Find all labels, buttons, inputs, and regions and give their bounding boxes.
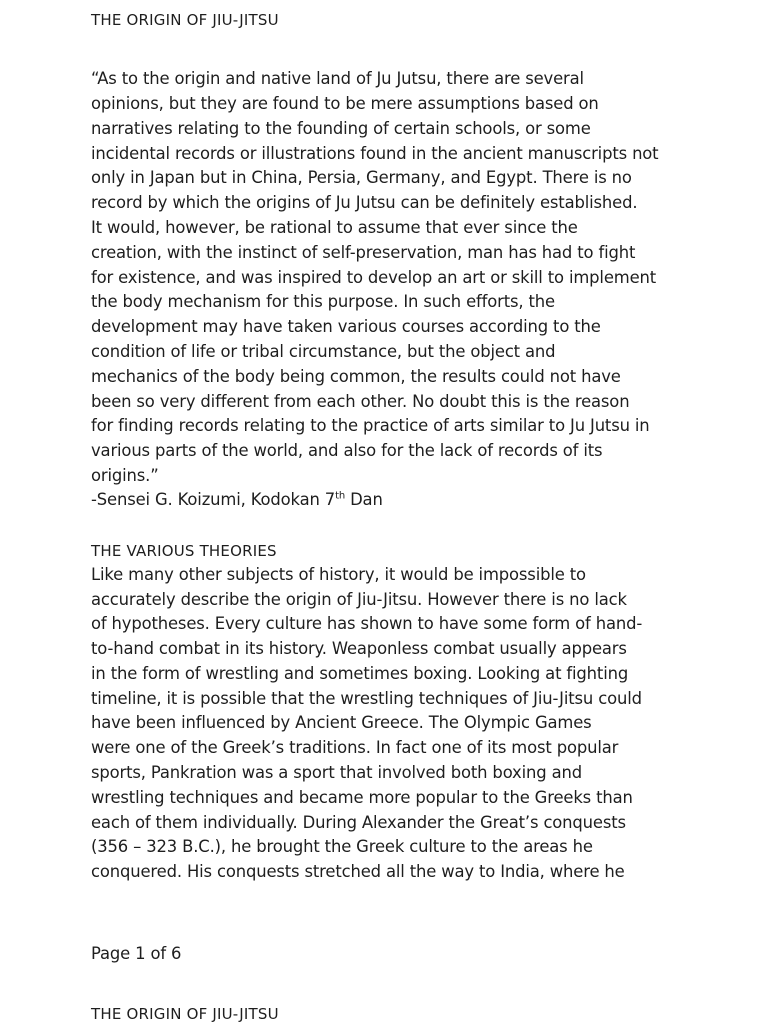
quote-line: opinions, but they are found to be mere assumptions based on [91, 94, 599, 113]
quote-line: only in Japan but in China, Persia, Germany, and Egypt. There is no [91, 168, 632, 187]
document-header: THE ORIGIN OF JIU-JITSU [91, 11, 279, 29]
attribution-rank: Dan [345, 490, 383, 509]
paragraph-line: of hypotheses. Every culture has shown to have some form of hand- [91, 614, 643, 633]
quote-line: It would, however, be rational to assume that ever since the [91, 218, 578, 237]
quote-line: mechanics of the body being common, the results could not have [91, 367, 621, 386]
paragraph-line: (356 – 323 B.C.), he brought the Greek culture to the areas he [91, 837, 593, 856]
quote-line: record by which the origins of Ju Jutsu can be definitely established. [91, 193, 638, 212]
quote-line: the body mechanism for this purpose. In such efforts, the [91, 292, 555, 311]
paragraph-line: sports, Pankration was a sport that involved both boxing and [91, 763, 582, 782]
paragraph-line: in the form of wrestling and sometimes boxing. Looking at fighting [91, 664, 629, 683]
quote-line: narratives relating to the founding of certain schools, or some [91, 119, 591, 138]
paragraph-line: accurately describe the origin of Jiu-Jitsu. However there is no lack [91, 590, 627, 609]
attribution-name: -Sensei G. Koizumi, Kodokan 7 [91, 490, 336, 509]
paragraph-line: timeline, it is possible that the wrestling techniques of Jiu-Jitsu could [91, 689, 642, 708]
quote-line: origins.” [91, 466, 159, 485]
quote-line: “As to the origin and native land of Ju Jutsu, there are several [91, 69, 584, 88]
paragraph-line: each of them individually. During Alexander the Great’s conquests [91, 813, 626, 832]
paragraph-line: to-hand combat in its history. Weaponless combat usually appears [91, 639, 627, 658]
quote-line: various parts of the world, and also for the lack of records of its [91, 441, 603, 460]
quote-line: development may have taken various courses according to the [91, 317, 601, 336]
attribution-ordinal: th [335, 490, 346, 502]
section-heading: THE VARIOUS THEORIES [91, 542, 277, 560]
quote-line: condition of life or tribal circumstance, but the object and [91, 342, 556, 361]
paragraph-line: wrestling techniques and became more popular to the Greeks than [91, 788, 633, 807]
next-page-header: THE ORIGIN OF JIU-JITSU [91, 1005, 279, 1023]
paragraph-line: conquered. His conquests stretched all the way to India, where he [91, 862, 625, 881]
quote-attribution [91, 490, 383, 510]
paragraph-line: have been influenced by Ancient Greece. The Olympic Games [91, 713, 592, 732]
paragraph-line: Like many other subjects of history, it would be impossible to [91, 565, 586, 584]
quote-line: been so very different from each other. No doubt this is the reason [91, 392, 630, 411]
paragraph-line: were one of the Greek’s traditions. In fact one of its most popular [91, 738, 619, 757]
quote-line: for existence, and was inspired to develop an art or skill to implement [91, 268, 657, 287]
quote-line: for finding records relating to the practice of arts similar to Ju Jutsu in [91, 416, 650, 435]
quote-line: incidental records or illustrations found in the ancient manuscripts not [91, 144, 659, 163]
page-number-footer: Page 1 of 6 [91, 944, 182, 963]
quote-line: creation, with the instinct of self-preservation, man has had to fight [91, 243, 636, 262]
